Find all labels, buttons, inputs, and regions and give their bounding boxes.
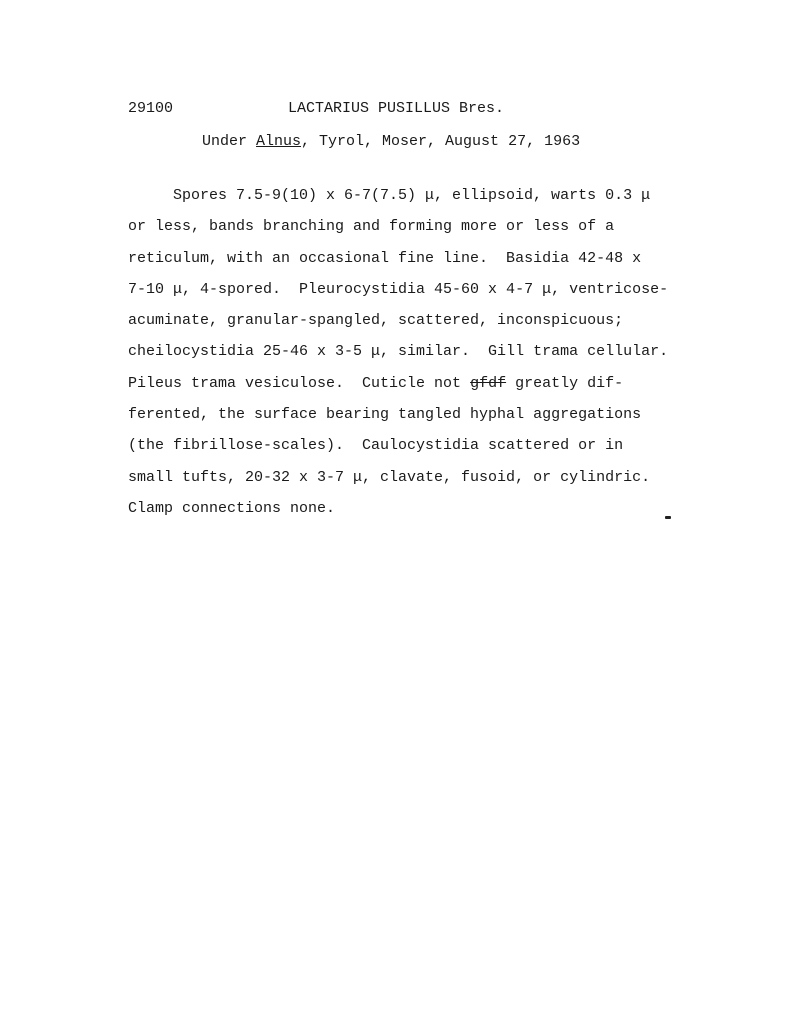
description-line: 7-10 μ, 4-spored. Pleurocystidia 45-60 x 4-7 μ, ventricose- (128, 280, 669, 298)
description-paragraph (128, 180, 728, 524)
collection-details: , Tyrol, Moser, August 27, 1963 (301, 133, 581, 150)
host-genus: Alnus (256, 133, 302, 150)
description-line-text: Pileus trama vesiculose. Cuticle not (128, 374, 471, 392)
description-line (128, 368, 728, 399)
specimen-number: 29100 (128, 100, 174, 117)
description-line: Clamp connections none. (128, 499, 336, 517)
description-line: cheilocystidia 25-46 x 3-5 μ, similar. Gill trama cellular. (128, 343, 669, 361)
description-line: reticulum, with an occasional fine line. Basidia 42-48 x (128, 249, 642, 267)
description-line-tail: greatly dif- (506, 374, 624, 392)
species-name: LACTARIUS PUSILLUS Bres. (288, 100, 505, 117)
description-line: ferented, the surface bearing tangled hyphal aggregations (128, 406, 642, 424)
description-line: small tufts, 20-32 x 3-7 μ, clavate, fusoid, or cylindric. (128, 468, 651, 486)
description-line: acuminate, granular-spangled, scattered, inconspicuous; (128, 312, 624, 330)
description-line: (the fibrillose-scales). Caulocystidia scattered or in (128, 437, 624, 455)
description-line: or less, bands branching and forming more or less of a (128, 218, 615, 236)
description-line: Spores 7.5-9(10) x 6-7(7.5) μ, ellipsoid, warts 0.3 μ (173, 187, 651, 204)
collection-prefix: Under (202, 133, 257, 150)
collection-info (202, 133, 580, 150)
ink-speck (665, 516, 671, 519)
struck-out-text: gfdf (470, 374, 507, 392)
